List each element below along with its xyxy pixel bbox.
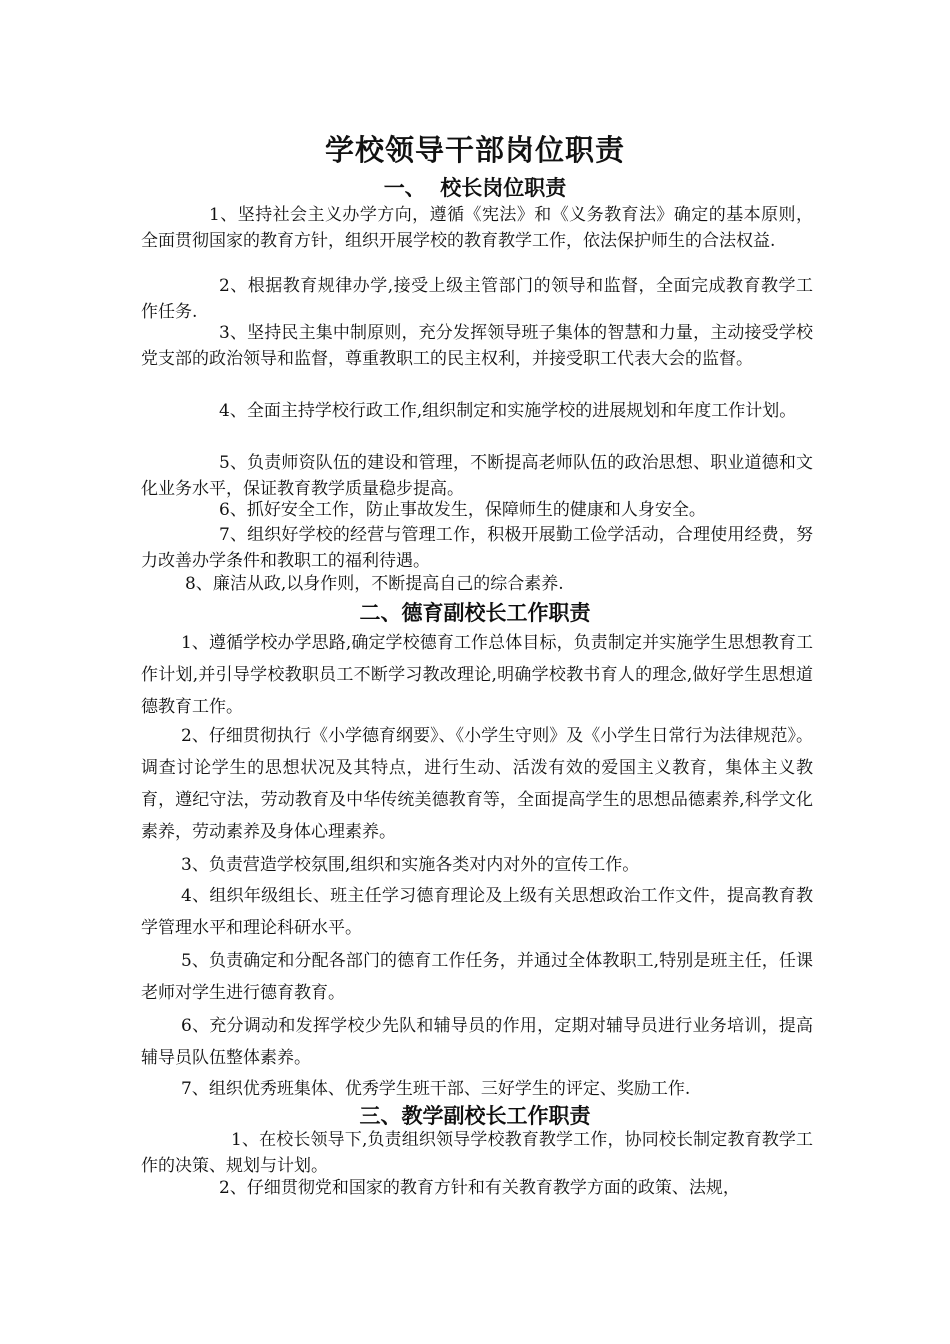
paragraph: 2、根据教育规律办学,接受上级主管部门的领导和监督，全面完成教育教学工作任务. <box>141 276 813 322</box>
paragraph: 8、廉洁从政,以身作则，不断提高自己的综合素养. <box>185 574 564 594</box>
paragraph: 4、全面主持学校行政工作,组织制定和实施学校的进展规划和年度工作计划。 <box>219 401 797 421</box>
paragraph: 1、遵循学校办学思路,确定学校德育工作总体目标，负责制定并实施学生思想教育工作计划,并引导学校教职员工不断学习教改理论,明确学校教书育人的理念,做好学生思想道德教育工作。 <box>141 633 813 717</box>
paragraph: 3、坚持民主集中制原则，充分发挥领导班子集体的智慧和力量，主动接受学校党支部的政治领导和监督，尊重教职工的民主权利，并接受职工代表大会的监督。 <box>141 323 813 369</box>
paragraph: 5、负责确定和分配各部门的德育工作任务，并通过全体教职工,特别是班主任，任课老师对学生进行德育教育。 <box>141 951 813 1003</box>
paragraph: 6、抓好安全工作，防止事故发生，保障师生的健康和人身安全。 <box>219 500 706 520</box>
paragraph: 2、仔细贯彻党和国家的教育方针和有关教育教学方面的政策、法规， <box>219 1178 740 1198</box>
paragraph: 5、负责师资队伍的建设和管理，不断提高老师队伍的政治思想、职业道德和文化业务水平，保证教育教学质量稳步提高。 <box>141 453 813 499</box>
section-heading-principal: 一、 校长岗位职责 <box>383 175 567 200</box>
paragraph: 2、仔细贯彻执行《小学德育纲要》、《小学生守则》及《小学生日常行为法律规范》。调查讨论学生的思想状况及其特点，进行生动、活泼有效的爱国主义教育，集体主义教育，遵纪守法，劳动教育及中华传统美德教育等，全面提高学生的思想品德素养,科学文化素养，劳动素养及身体心理素养。 <box>141 726 813 842</box>
document-title: 学校领导干部岗位职责 <box>324 133 625 167</box>
paragraph: 1、在校长领导下,负责组织领导学校教育教学工作，协同校长制定教育教学工作的决策、规划与计划。 <box>141 1130 813 1176</box>
section-heading-moral-education: 二、德育副校长工作职责 <box>359 600 591 625</box>
paragraph: 6、充分调动和发挥学校少先队和辅导员的作用，定期对辅导员进行业务培训，提高辅导员队伍整体素养。 <box>141 1016 813 1068</box>
paragraph: 4、组织年级组长、班主任学习德育理论及上级有关思想政治工作文件，提高教育教学管理水平和理论科研水平。 <box>141 886 813 938</box>
paragraph: 1、坚持社会主义办学方向，遵循《宪法》和《义务教育法》确定的基本原则，全面贯彻国家的教育方针，组织开展学校的教育教学工作，依法保护师生的合法权益. <box>141 205 813 251</box>
paragraph: 7、组织好学校的经营与管理工作，积极开展勤工俭学活动，合理使用经费，努力改善办学条件和教职工的福利待遇。 <box>141 525 813 571</box>
paragraph: 7、组织优秀班集体、优秀学生班干部、三好学生的评定、奖励工作. <box>181 1079 691 1099</box>
section-heading-teaching: 三、教学副校长工作职责 <box>359 1103 591 1128</box>
paragraph: 3、负责营造学校氛围,组织和实施各类对内对外的宣传工作。 <box>181 855 640 875</box>
